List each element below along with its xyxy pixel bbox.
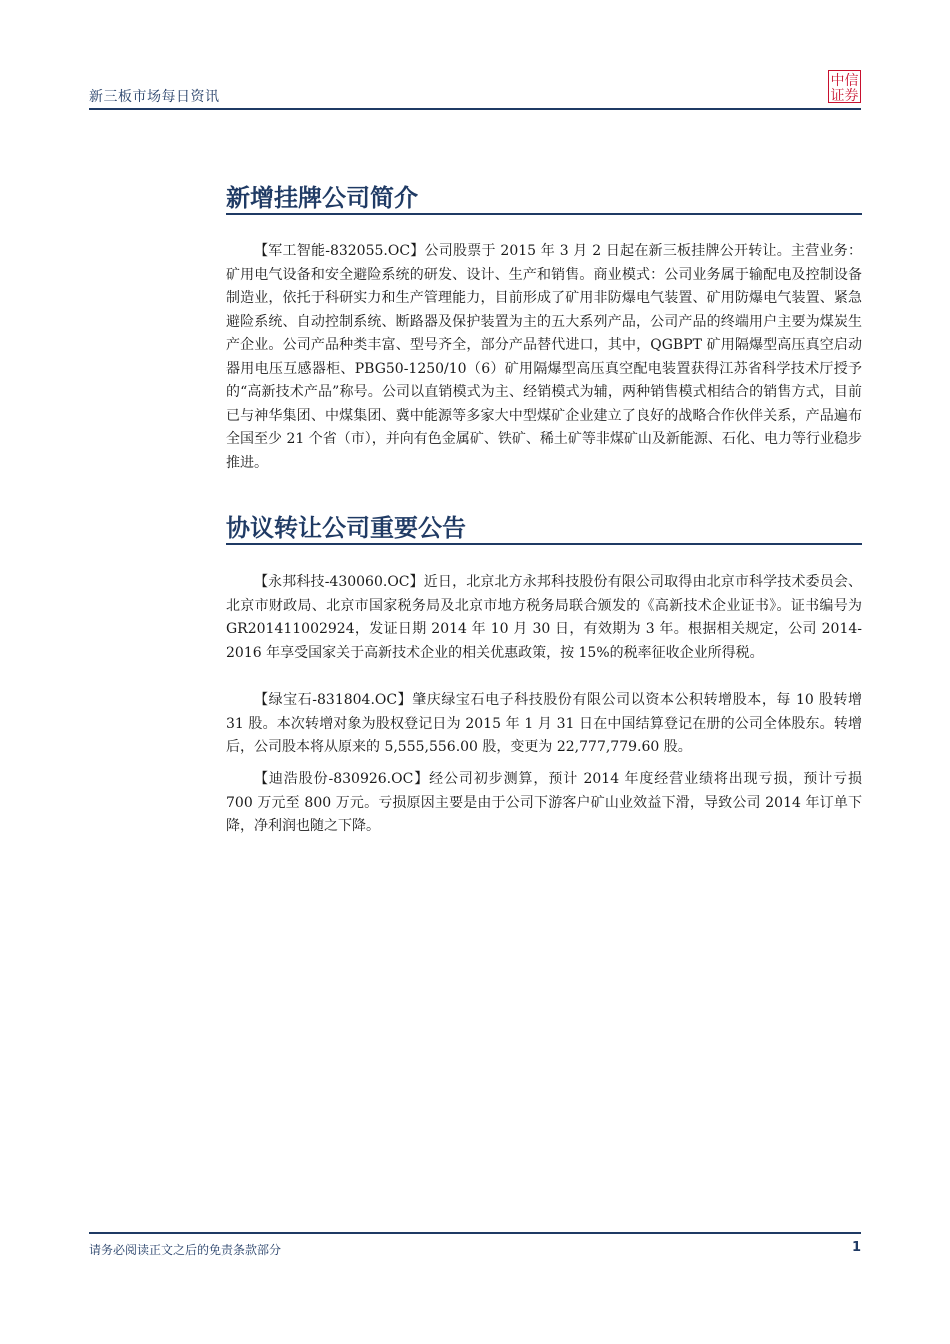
paragraph-junggong: 【军工智能-832055.OC】公司股票于 2015 年 3 月 2 日起在新三板挂牌公开转让。主营业务：矿用电气设备和安全避险系统的研发、设计、生产和销售。商业模式：公司业务属于输配电及控制设备制造业，依托于科研实力和生产管理能力，目前形成了矿用非防爆电气装置、矿用防爆电气装置、紧急避险系统、自动控制系统、断路器及保护装置为主的五大系列产品，公司产品的终端用户主要为煤炭生产企业。公司产品种类丰富、型号齐全，部分产品替代进口，其中，QGBPT 矿用隔爆型高压真空启动器用电压互感器柜、PBG50-1250/10（6）矿用隔爆型高压真空配电装置获得江苏省科学技术厅授予的“高新技术产品”称号。公司以直销模式为主、经销模式为辅，两种销售模式相结合的销售方式，目前已与神华集团、中煤集团、冀中能源等多家大中型煤矿企业建立了良好的战略合作伙伴关系，产品遍布全国至少 21 个省（市），并向有色金属矿、铁矿、稀土矿等非煤矿山及新能源、石化、电力等行业稳步推进。 — [226, 243, 862, 471]
paragraph-lvbaoshi: 【绿宝石-831804.OC】肇庆绿宝石电子科技股份有限公司以资本公积转增股本，每 10 股转增 31 股。本次转增对象为股权登记日为 2015 年 1 月 31 日在中国结算登记在册的公司全体股东。转增后，公司股本将从原来的 5,555,556.00 股，变更为 22,777,779.60 股。 — [226, 692, 862, 755]
paragraph-dihao: 【迪浩股份-830926.OC】经公司初步测算，预计 2014 年度经营业绩将出现亏损，预计亏损 700 万元至 800 万元。亏损原因主要是由于公司下游客户矿山业效益下滑，导致公司 2014 年订单下降，净利润也随之下降。 — [226, 771, 862, 834]
header-title: 新三板市场每日资讯 — [89, 89, 220, 105]
page-number: 1 — [851, 1240, 861, 1255]
footer-divider — [89, 1232, 861, 1234]
section-title-announcements: 协议转让公司重要公告 — [226, 514, 466, 542]
svg-text:证券: 证券 — [830, 88, 859, 103]
section-title-new-listings: 新增挂牌公司简介 — [226, 184, 418, 212]
section-divider — [226, 213, 862, 215]
svg-text:中信: 中信 — [830, 73, 859, 89]
footer-disclaimer: 请务必阅读正文之后的免责条款部分 — [89, 1243, 282, 1257]
section-divider — [226, 543, 862, 545]
header-divider — [89, 108, 861, 110]
citic-logo-icon — [828, 70, 861, 103]
paragraph-yongbang: 【永邦科技-430060.OC】近日，北京北方永邦科技股份有限公司取得由北京市科学技术委员会、北京市财政局、北京市国家税务局及北京市地方税务局联合颁发的《高新技术企业证书》。证书编号为 GR201411002924，发证日期 2014 年 10 月 30 日，有效期为 3 年。根据相关规定，公司 2014-2016 年享受国家关于高新技术企业的相关优惠政策，按 15%的税率征收企业所得税。 — [226, 574, 862, 661]
